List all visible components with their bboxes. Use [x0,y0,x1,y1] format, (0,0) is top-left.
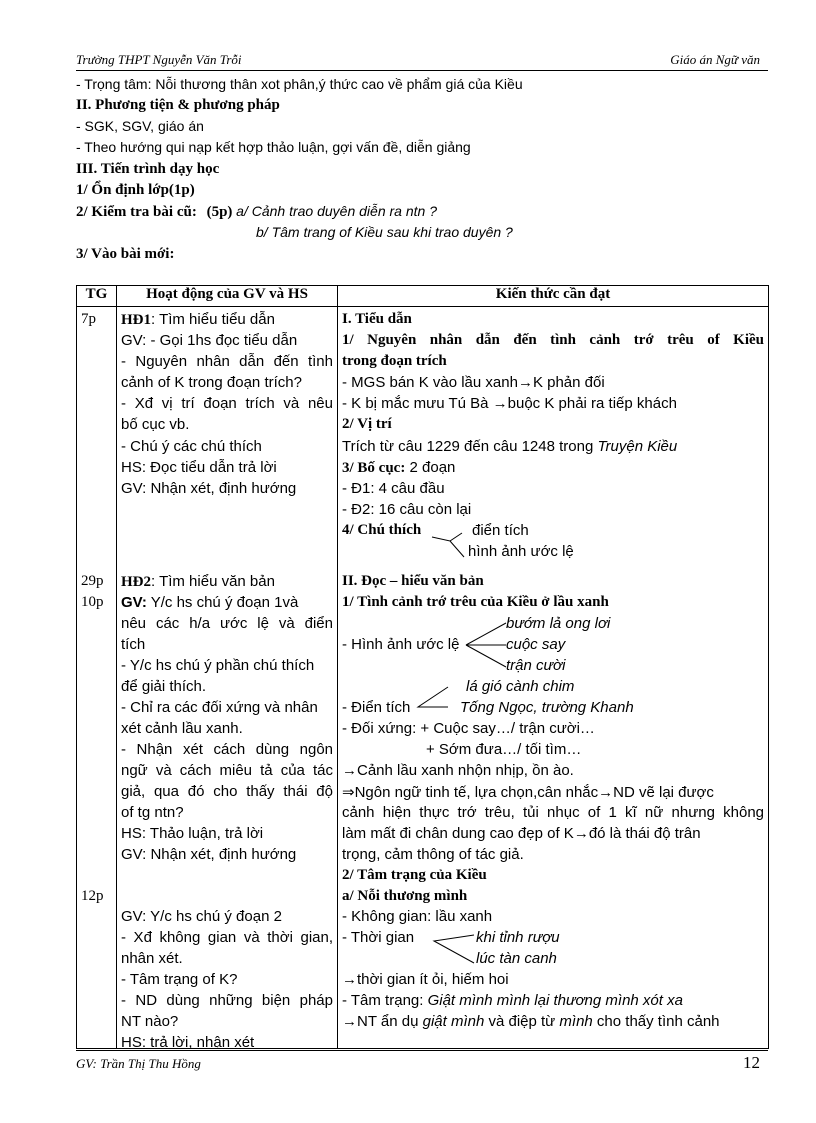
knowledge-heading: trong đoạn trích [342,353,447,369]
hd2-label: HĐ2 [121,574,151,590]
activity-line: HS: Thảo luận, trả lời [121,825,264,842]
activity-line: NT nào? [121,1013,179,1030]
arrow-icon: → [342,762,357,779]
knowledge-line: cuộc say [506,636,566,653]
activity-line: - Xđ không gian và thời gian, [121,929,333,946]
tg-value: 12p [81,888,104,904]
lesson-table [76,285,769,1049]
knowledge-line: lúc tàn canh [476,950,557,967]
knowledge-text: - MGS bán K vào lầu xanh [342,374,518,391]
hd1-label: HĐ1 [121,312,151,328]
step-2-time: (5p) [206,204,233,220]
arrow-icon: → [342,971,357,988]
tg-column [77,307,117,1049]
knowledge-heading: 1/ Nguyên nhân dẫn đến tình cảnh trớ trêu of Kiều [342,332,764,348]
activity-line: HS: trả lời, nhận xét [121,1034,255,1051]
arrow-icon: → [517,374,533,391]
knowledge-heading: 1/ Tình cảnh trớ trêu của Kiều ở lầu xanh [342,594,609,610]
arrow-icon: → [492,395,508,412]
knowledge-line [342,825,764,842]
step-1: 1/ Ổn định lớp(1p) [76,182,195,198]
activity-line: - Nhận xét cách dùng ngôn [121,741,333,758]
gv-text: Y/c hs chú ý đoạn 1và [146,594,299,611]
step-2-label: 2/ Kiểm tra bài cũ: [76,204,197,220]
knowledge-line [342,783,764,801]
knowledge-text: cho thấy tình cảnh [592,1013,720,1030]
activity-line: tích [121,636,146,653]
section-3-title: III. Tiến trình dạy học [76,161,220,177]
knowledge-line: khi tỉnh rượu [476,929,560,946]
knowledge-heading: 3/ Bố cục: [342,460,406,476]
knowledge-text: Ngôn ngữ tinh tế, lựa chọn,cân nhắc [354,784,599,801]
activity-line: ngữ và cách miêu tả của tác [121,762,333,779]
knowledge-line: bướm lả ong lơi [506,615,611,632]
knowledge-heading: a/ Nỗi thương mình [342,888,468,904]
knowledge-text: 2 đoạn [405,459,456,476]
activity-line [121,311,333,329]
footer-rule [76,1050,768,1051]
activity-line: - Chỉ ra các đối xứng và nhân [121,699,318,716]
knowledge-line [342,374,764,391]
knowledge-heading: 2/ Vị trí [342,416,392,432]
knowledge-line: hình ảnh ước lệ [468,543,574,560]
arrow-icon: → [342,1013,357,1030]
header-subject: Giáo án Ngữ văn [670,52,760,67]
activity-line: HS: Đọc tiểu dẫn trả lời [121,459,277,476]
knowledge-line: lá gió cành chim [466,678,575,695]
section-2-title: II. Phương tiện & phương pháp [76,97,280,113]
activity-line: GV: Nhận xét, định hướng [121,480,297,497]
activity-line: - Chú ý các chú thích [121,438,262,455]
knowledge-line [342,992,764,1009]
arrow-icon: → [573,825,589,842]
knowledge-line: - Đ2: 16 câu còn lại [342,501,472,518]
activity-line: nhân xét. [121,950,183,967]
activity-line: cảnh of K trong đoạn trích? [121,374,302,391]
knowledge-line: điển tích [472,522,529,539]
activity-line: giả, qua đó cho thấy thái độ [121,783,333,800]
knowledge-line: trận cười [506,657,566,674]
knowledge-text: làm mất đi chân dung cao đẹp of K [342,825,574,842]
knowledge-text: thời gian ít ỏi, hiếm hoi [357,971,509,988]
activity-line: nêu các h/a ước lệ và điển [121,615,333,632]
activity-line [121,594,333,611]
focus-line: - Trọng tâm: Nỗi thương thân xot phân,ý thức cao về phẩm giá của Kiều [76,76,523,92]
knowledge-line: - Hình ảnh ước lệ [342,636,460,653]
knowledge-line: - Không gian: lầu xanh [342,908,493,925]
activity-line: - Nguyên nhân dẫn đến tình [121,353,333,370]
table-body-row [77,307,769,1049]
double-arrow-icon: ⇒ [342,784,355,801]
knowledge-text: buộc K phải ra tiếp khách [507,395,677,412]
knowledge-text: K phản đối [532,374,605,391]
step-3: 3/ Vào bài mới: [76,246,175,262]
knowledge-heading: 4/ Chú thích [342,522,422,538]
knowledge-text: Cảnh lầu xanh nhộn nhịp, ồn ào. [357,762,574,779]
knowledge-line [342,971,764,988]
knowledge-line: trọng, cảm thông of tác giả. [342,846,524,863]
activities-column [117,307,338,1049]
activity-line: để giải thích. [121,678,207,695]
knowledge-text: NT ẩn dụ [357,1013,423,1030]
hd1-text: : Tìm hiểu tiểu dẫn [151,311,275,328]
activity-line [121,573,333,591]
hd2-text: : Tìm hiểu văn bản [151,573,275,590]
knowledge-line: - Đối xứng: + Cuộc say…/ trận cười… [342,720,595,737]
tg-value: 7p [81,311,96,327]
header-tg: TG [77,286,117,307]
activity-line: bố cục vb. [121,416,190,433]
knowledge-text: - K bị mắc mưu Tú Bà [342,395,489,412]
header-school: Trường THPT Nguyễn Văn Trỗi [76,52,242,67]
tg-value: 10p [81,594,104,610]
knowledge-line [342,762,764,779]
activity-line: - ND dùng những biện pháp [121,992,333,1009]
step-2 [76,203,437,221]
bracket-icon [430,933,480,969]
section-2-item-2: - Theo hướng qui nạp kết hợp thảo luận, gợi vấn đề, diễn giảng [76,139,471,155]
knowledge-line [342,1013,764,1030]
header-activities: Hoạt động của GV và HS [117,286,338,307]
knowledge-text: mình [559,1013,593,1030]
knowledge-text: Truyện Kiều [597,438,678,455]
activity-line: - Xđ vị trí đoạn trích và nêu [121,395,333,412]
step-2-question-1: a/ Cảnh trao duyên diễn ra ntn ? [236,203,437,219]
header-rule [76,70,768,71]
knowledge-line: cảnh hiện thực trớ trêu, tủi nhục of 1 kĩ nữ nhưng không [342,804,764,821]
knowledge-line: Tống Ngọc, trường Khanh [460,699,634,716]
activity-line: GV: Y/c hs chú ý đoạn 2 [121,908,282,925]
activity-line: GV: - Gọi 1hs đọc tiểu dẫn [121,332,298,349]
knowledge-text: Giật mình mình lại thương mình xót xa [427,992,683,1009]
footer-teacher: GV: Trần Thị Thu Hồng [76,1056,201,1071]
knowledge-heading: 2/ Tâm trạng của Kiều [342,867,487,883]
knowledge-text: Trích từ câu 1229 đến câu 1248 trong [342,438,598,455]
knowledge-line [342,459,764,477]
knowledge-text: ND vẽ lại được [613,784,714,801]
page-number: 12 [743,1053,760,1072]
tg-value: 29p [81,573,104,589]
knowledge-line: - Thời gian [342,929,415,946]
knowledge-heading: II. Đọc – hiểu văn bản [342,573,484,589]
knowledge-column [338,307,769,1049]
knowledge-text: đó là thái độ trân [588,825,701,842]
activity-line: GV: Nhận xét, định hướng [121,846,297,863]
header-knowledge: Kiến thức cần đạt [338,286,769,307]
knowledge-line [342,395,764,412]
knowledge-text: giật mình [422,1013,485,1030]
activity-line: - Tâm trạng of K? [121,971,238,988]
arrow-icon: → [598,784,614,801]
section-2-item-1: - SGK, SGV, giáo án [76,118,204,134]
knowledge-text: và điệp từ [484,1013,560,1030]
knowledge-line: - Đ1: 4 câu đầu [342,480,445,497]
activity-line: - Y/c hs chú ý phần chú thích [121,657,315,674]
knowledge-line: - Điển tích [342,699,411,716]
gv-label: GV: [121,594,147,611]
activity-line: of tg ntn? [121,804,184,821]
knowledge-text: - Tâm trạng: [342,992,428,1009]
table-header-row [77,286,769,307]
knowledge-line [342,438,764,455]
activity-line: xét cảnh lầu xanh. [121,720,243,737]
step-2-question-2: b/ Tâm trang of Kiều sau khi trao duyên ? [256,224,513,240]
knowledge-line: + Sớm đưa…/ tối tìm… [426,741,582,758]
knowledge-heading: I. Tiểu dẫn [342,311,412,327]
